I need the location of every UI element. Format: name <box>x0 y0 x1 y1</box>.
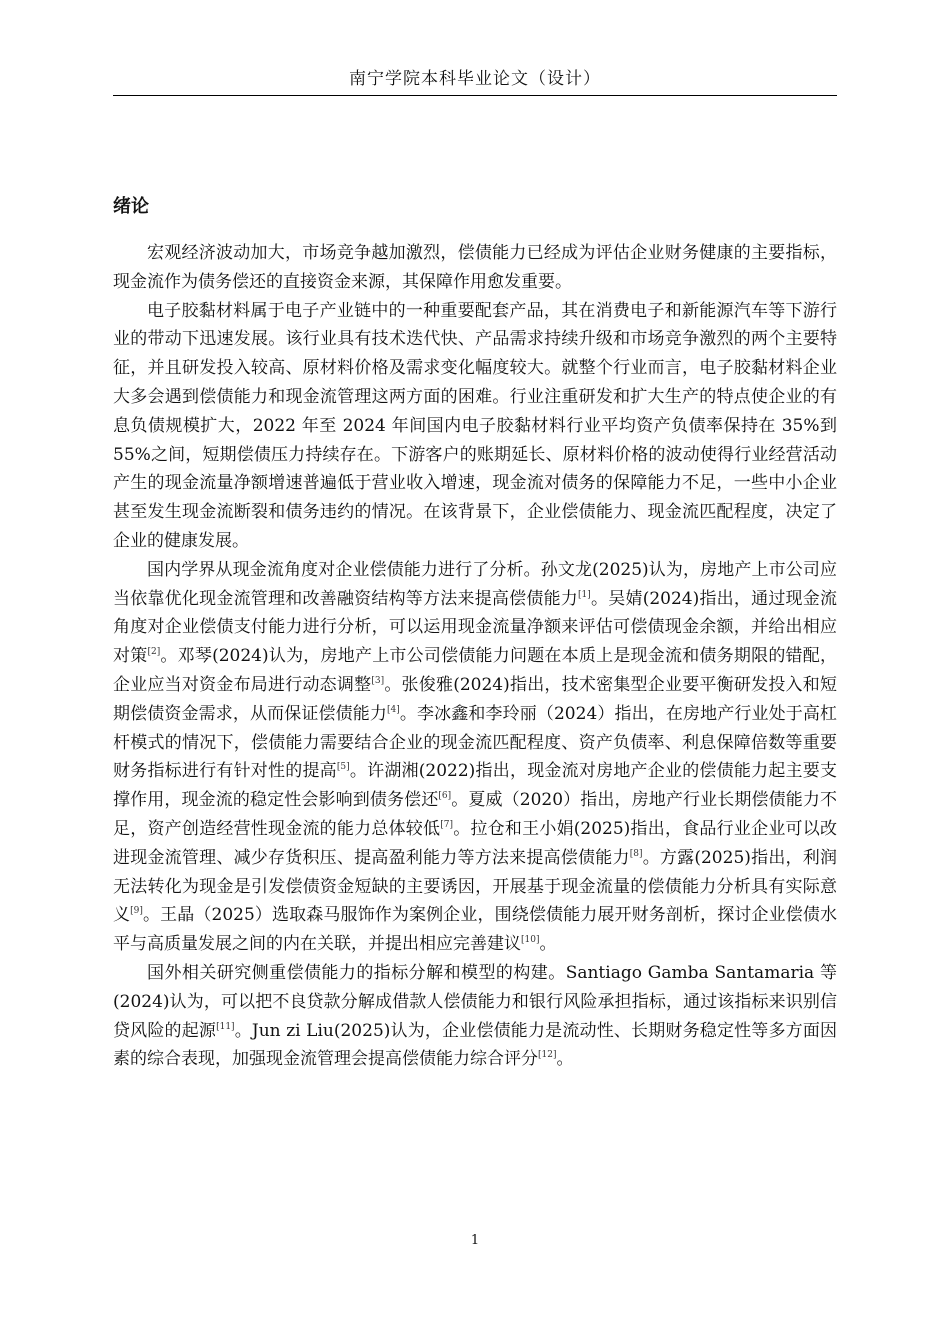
paragraph-domestic-research <box>113 556 837 959</box>
sentence: 。Jun zi Liu(2025)认为，企业偿债能力是流动性、长期财务稳定性等多方面因素的综合表现，加强现金流管理会提高偿债能力综合评分 <box>113 1020 838 1070</box>
citation-ref: [7] <box>440 819 453 830</box>
page-number: 1 <box>470 1233 480 1248</box>
citation-ref: [5] <box>336 762 350 773</box>
sentence: 。张俊雅(2024)指出，技术密集型企业要平衡研发投入和短期偿债资金需求，从而保证偿债能力 <box>113 674 838 724</box>
sentence: 。许湖湘(2022)指出，现金流对房地产企业的偿债能力起主要支撑作用，现金流的稳定性会影响到债务偿还 <box>113 761 837 811</box>
citation-ref: [2] <box>147 647 161 658</box>
citation-ref: [11] <box>216 1021 235 1032</box>
sentence: 。方露(2025)指出，利润无法转化为现金是引发偿债资金短缺的主要诱因，开展基于现金流量的偿债能力分析具有实际意义 <box>113 847 838 926</box>
paragraph-intro: 宏观经济波动加大，市场竞争越加激烈，偿债能力已经成为评估企业财务健康的主要指标，现金流作为债务偿还的直接资金来源，其保障作用愈发重要。 <box>113 243 837 292</box>
citation-ref: [12] <box>538 1050 557 1061</box>
paragraph-industry: 电子胶黏材料属于电子产业链中的一种重要配套产品，其在消费电子和新能源汽车等下游行业的带动下迅速发展。该行业具有技术迭代快、产品需求持续升级和市场竞争激烈的两个主要特征，并且研发投入较高、原材料价格及需求变化幅度较大。就整个行业而言，电子胶黏材料企业大多会遇到偿债能力和现金流管理这两方面的困难。行业注重研发和扩大生产的特点使企业的有息负债规模扩大，2022 年至 2024 年间国内电子胶黏材料行业平均资产负债率保持在 35%到 55%之间，短期偿债压力持续存在。下游客户的账期延长、原材料价格的波动使得行业经营活动产生的现金流量净额增速普遍低于营业收入增速，现金流对债务的保障能力不足，一些中小企业甚至发生现金流断裂和债务违约的情况。在该背景下，企业偿债能力、现金流匹配程度，决定了企业的健康发展。 <box>113 300 837 551</box>
sentence: 。拉仓和王小娟(2025)指出，食品行业企业可以改进现金流管理、减少存货积压、提高盈利能力等方法来提高偿债能力 <box>113 818 837 868</box>
sentence: 。王晶（2025）选取森马服饰作为案例企业，围绕偿债能力展开财务剖析，探讨企业偿债水平与高质量发展之间的内在关联，并提出相应完善建议 <box>113 905 837 955</box>
sentence: 。邓琴(2024)认为，房地产上市公司偿债能力问题在本质上是现金流和债务期限的错配，企业应当对资金布局进行动态调整 <box>113 646 838 695</box>
section-title: 绪论 <box>113 196 149 217</box>
sentence: 。夏威（2020）指出，房地产行业长期偿债能力不足，资产创造经营性现金流的能力总体较低 <box>113 790 838 839</box>
running-header: 南宁学院本科毕业论文（设计） <box>349 69 601 89</box>
citation-ref: [3] <box>371 675 385 686</box>
sentence-end: 。 <box>539 934 557 955</box>
citation-ref: [9] <box>130 906 143 917</box>
sentence: 。李冰鑫和李玲丽（2024）指出，在房地产行业处于高杠杆模式的情况下，偿债能力需要结合企业的现金流匹配程度、资产负债率、利息保障倍数等重要财务指标进行有针对性的提高 <box>113 703 838 782</box>
sentence: 国外相关研究侧重偿债能力的指标分解和模型的构建。Santiago Gamba Santamaria 等(2024)认为，可以把不良贷款分解成借款人偿债能力和银行风险承担指标，通过该指标来识别信贷风险的起源 <box>113 962 837 1041</box>
sentence-end: 。 <box>556 1049 574 1070</box>
sentence: 。吴婧(2024)指出，通过现金流角度对企业偿债支付能力进行分析，可以运用现金流量净额来评估可偿债现金余额，并给出相应对策 <box>113 588 838 667</box>
citation-ref: [10] <box>521 935 540 946</box>
citation-ref: [8] <box>629 848 643 859</box>
citation-ref: [1] <box>578 589 591 600</box>
citation-ref: [4] <box>387 704 400 715</box>
header-rule <box>113 95 837 96</box>
paragraph-foreign-research <box>113 959 837 1074</box>
body-text <box>113 239 837 1074</box>
sentence: 国内学界从现金流角度对企业偿债能力进行了分析。孙文龙(2025)认为，房地产上市公司应当依靠优化现金流管理和改善融资结构等方法来提高偿债能力 <box>113 559 837 609</box>
citation-ref: [6] <box>438 791 452 802</box>
